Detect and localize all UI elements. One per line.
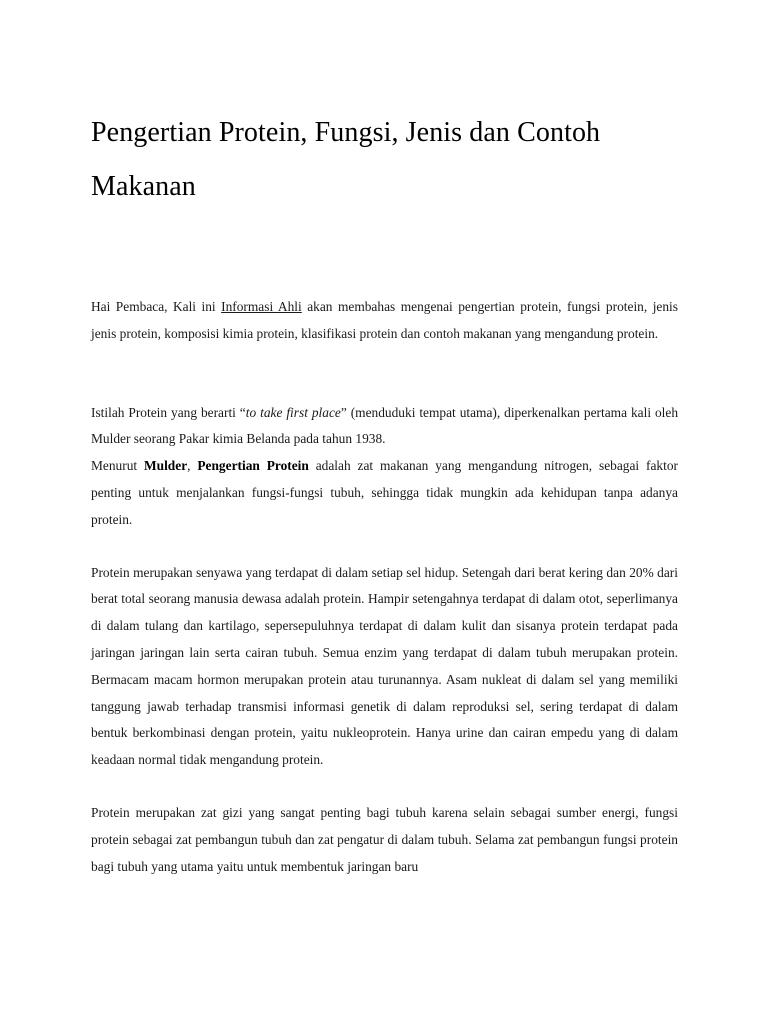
istilah-text-after: ” (menduduki tempat utama), diperkenalkan pertama kali oleh Mulder seorang Pakar kimia Belanda pada tahun 1938. [91,404,679,447]
menurut-separator: , [187,458,198,474]
spacer [91,774,678,800]
spacer [91,348,678,400]
spacer [91,214,678,294]
menurut-rest: adalah zat makanan yang mengandung nitrogen, sebagai faktor penting untuk menjalankan fungsi-fungsi tubuh, sehingga tidak mungkin ada kehidupan tanpa adanya protein. [91,458,678,527]
pengertian-protein-bold: Pengertian Protein [197,458,309,474]
informasi-ahli-link[interactable]: Informasi Ahli [221,299,302,314]
spacer [91,534,678,560]
article-title: Pengertian Protein, Fungsi, Jenis dan Contoh Makanan [91,117,601,202]
intro-text-before-link: Hai Pembaca, Kali ini [91,299,222,314]
paragraph-protein-zat-gizi: Protein merupakan zat gizi yang sangat penting bagi tubuh karena selain sebagai sumber energi, fungsi protein sebagai zat pembangun tubuh dan zat pengatur di dalam tubuh. Selama zat pembangun fungsi protein bagi tubuh yang utama yaitu untuk membentuk jaringan baru [91,804,678,874]
menurut-paragraph [91,453,678,533]
paragraph-protein-senyawa: Protein merupakan senyawa yang terdapat di dalam setiap sel hidup. Setengah dari berat kering dan 20% dari berat total seorang manusia dewasa adalah protein. Hampir setengahnya terdapat di dalam otot, seperlimanya di dalam tulang dan kartilago, sepersepuluhnya terdapat di dalam kulit dan sisanya protein terdapat pada jaringan jaringan lain serta cairan tubuh. Semua enzim yang terdapat di dalam tubuh merupakan protein. Bermacam macam hormon merupakan protein atau turunannya. Asam nukleat di dalam sel yang memiliki tanggung jawab terhadap transmisi informasi genetik di dalam reproduksi sel, sering terdapat di dalam bentuk berkombinasi dengan protein, yaitu nukleoprotein. Hanya urine dan cairan empedu yang di dalam keadaan normal tidak mengandung protein. [91,564,678,768]
intro-text-after-link: akan membahas mengenai pengertian protein, fungsi protein, jenis jenis protein, komposisi kimia protein, klasifikasi protein dan contoh makanan yang mengandung protein. [91,299,678,341]
menurut-prefix: Menurut [91,458,144,474]
mulder-bold: Mulder [144,458,188,474]
istilah-quote: to take first place [245,404,341,420]
intro-paragraph [91,294,678,348]
istilah-text-before: Istilah Protein yang berarti “ [91,404,246,420]
article-body [91,106,678,880]
istilah-paragraph [91,400,678,454]
